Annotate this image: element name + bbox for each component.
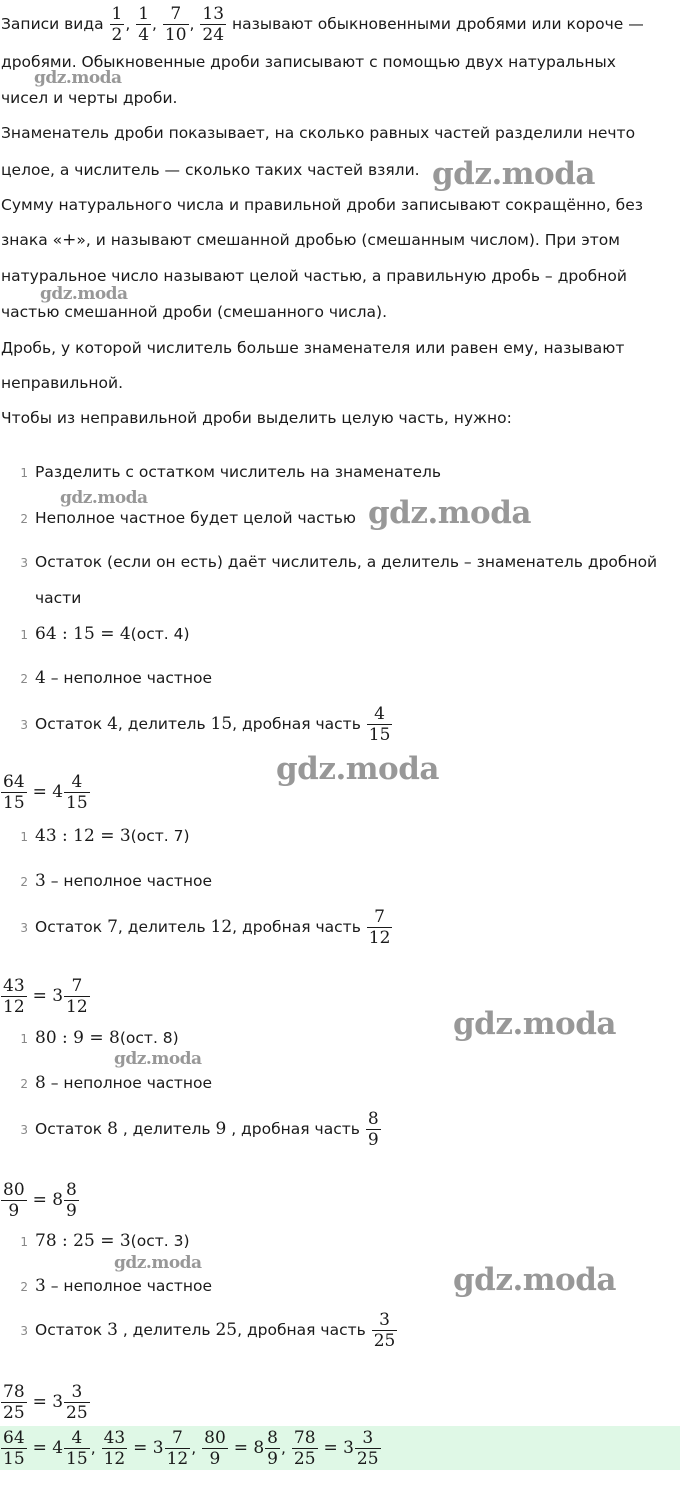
intro-line-7: знака «+», и называют смешанной дробью (смешанным числом). При этом xyxy=(1,230,620,250)
sol4-quotient: 2 3 – неполное частное xyxy=(20,1276,213,1296)
final-answer: $\frac{64}{15}$ = 4 $\frac{4}{15}$ , $\frac{43}{12}$ = 3 $\frac{7}{12}$ , $\frac{80}{9}$ = 8 $\frac{8}{9}$ , $\frac{78}{25}$ = 3 $\frac{3}{25}$ xyxy=(3,1428,379,1469)
sol2-result: $\frac{43}{12}$ = 3 $\frac{7}{12}$ xyxy=(3,976,88,1017)
example-fraction-4: $\frac{13}{24}$ xyxy=(202,4,225,45)
intro-line-11: неправильной. xyxy=(1,374,124,392)
watermark-logo: gdz.moda xyxy=(276,751,439,787)
watermark-logo: gdz.moda xyxy=(60,488,148,508)
example-fraction-2: $\frac{1}{4}$ xyxy=(138,4,150,45)
sol4-remainder: 3 Остаток 3 , делитель 25, дробная часть $\frac{3}{25}$ xyxy=(20,1310,396,1351)
sol4-result: $\frac{78}{25}$ = 3 $\frac{3}{25}$ xyxy=(3,1382,88,1423)
intro-line-8: натуральное число называют целой частью, а правильную дробь – дробной xyxy=(1,267,627,285)
watermark-logo: gdz.moda xyxy=(40,284,128,304)
sol4-division: 1 78 : 25 = 3(ост. 3) xyxy=(20,1231,190,1251)
intro-line-2: дробями. Обыкновенные дроби записывают с помощью двух натуральных xyxy=(1,53,616,71)
step-1: 1 Разделить с остатком числитель на знаменатель xyxy=(20,463,442,481)
step-2: 2 Неполное частное будет целой частью xyxy=(20,509,356,527)
intro-line-4: Знаменатель дроби показывает, на сколько равных частей разделили нечто xyxy=(1,124,636,142)
intro-line-12: Чтобы из неправильной дроби выделить целую часть, нужно: xyxy=(1,409,512,427)
intro-line-3: чисел и черты дроби. xyxy=(1,89,178,107)
intro-line-5: целое, а числитель — сколько таких частей взяли. xyxy=(1,161,420,179)
watermark-logo: gdz.moda xyxy=(114,1049,202,1069)
watermark-logo: gdz.moda xyxy=(453,1262,616,1298)
sol2-division: 1 43 : 12 = 3(ост. 7) xyxy=(20,826,190,846)
sol1-quotient: 2 4 – неполное частное xyxy=(20,668,213,688)
example-fraction-3: $\frac{7}{10}$ xyxy=(164,4,187,45)
sol2-quotient: 2 3 – неполное частное xyxy=(20,871,213,891)
intro-line-10: Дробь, у которой числитель больше знаменателя или равен ему, называют xyxy=(1,339,625,357)
step-3-continuation: части xyxy=(35,589,82,607)
sol3-result: $\frac{80}{9}$ = 8 $\frac{8}{9}$ xyxy=(3,1180,77,1221)
sol1-division: 1 64 : 15 = 4(ост. 4) xyxy=(20,624,190,644)
watermark-logo: gdz.moda xyxy=(114,1253,202,1273)
sol3-division: 1 80 : 9 = 8(ост. 8) xyxy=(20,1028,179,1048)
intro-line-9: частью смешанной дроби (смешанного числа). xyxy=(1,303,388,321)
sol3-remainder: 3 Остаток 8 , делитель 9 , дробная часть $\frac{8}{9}$ xyxy=(20,1109,379,1150)
sol2-remainder: 3 Остаток 7, делитель 12, дробная часть $\frac{7}{12}$ xyxy=(20,907,391,948)
step-3: 3 Остаток (если он есть) даёт числитель, а делитель – знаменатель дробной xyxy=(20,553,658,571)
watermark-logo: gdz.moda xyxy=(34,68,122,88)
watermark-logo: gdz.moda xyxy=(453,1006,616,1042)
sol1-remainder: 3 Остаток 4, делитель 15, дробная часть $\frac{4}{15}$ xyxy=(20,704,391,745)
sol3-quotient: 2 8 – неполное частное xyxy=(20,1073,213,1093)
intro-line-6: Сумму натурального числа и правильной дроби записывают сокращённо, без xyxy=(1,196,644,214)
sol1-result: $\frac{64}{15}$ = 4 $\frac{4}{15}$ xyxy=(3,772,88,813)
intro-line-1: Записи вида $\frac{1}{2}$ , $\frac{1}{4}$ , $\frac{7}{10}$ , $\frac{13}{24}$ называют обыкновенными дробями или короче — xyxy=(1,4,644,45)
example-fraction-1: $\frac{1}{2}$ xyxy=(111,4,123,45)
watermark-logo: gdz.moda xyxy=(368,495,531,531)
watermark-logo: gdz.moda xyxy=(432,156,595,192)
